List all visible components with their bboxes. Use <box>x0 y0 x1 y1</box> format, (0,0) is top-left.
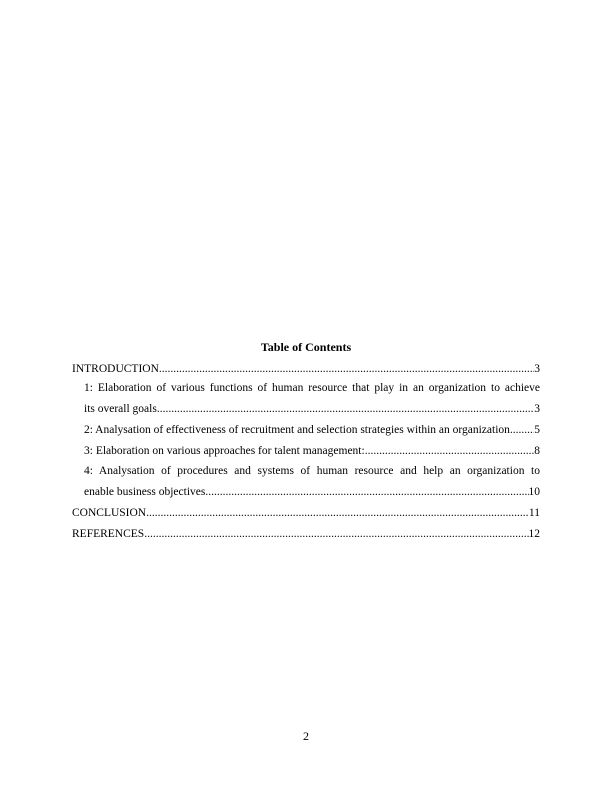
dot-leader <box>205 485 528 499</box>
toc-entry-conclusion[interactable] <box>72 506 540 520</box>
toc-entry-page: 12 <box>528 528 540 540</box>
toc-entry-page: 11 <box>528 507 540 519</box>
dot-leader <box>513 423 534 437</box>
toc-entry-page: 5 <box>534 424 540 436</box>
toc-entry-label: CONCLUSION <box>72 507 147 519</box>
dot-leader <box>157 402 534 416</box>
toc-entry-page: 3 <box>534 403 540 415</box>
toc-entry-label: 3: Elaboration on various approaches for talent management: <box>84 445 365 457</box>
page-number: 2 <box>303 729 309 743</box>
toc-entry-introduction[interactable] <box>72 362 540 376</box>
dot-leader <box>144 527 528 541</box>
toc-entry-page: 8 <box>534 445 540 457</box>
toc-entry-label: its overall goals <box>84 403 157 415</box>
toc-entry-1-line1[interactable]: 1: Elaboration of various functions of human resource that play in an organization to achieve <box>84 382 540 394</box>
toc-entry-references[interactable] <box>72 527 540 541</box>
toc-entry-3[interactable] <box>84 444 540 458</box>
toc-entry-label: enable business objectives <box>84 486 206 498</box>
toc-entry-page: 3 <box>534 363 540 375</box>
toc-entry-1[interactable] <box>84 402 540 416</box>
toc-entry-label: REFERENCES <box>72 528 145 540</box>
dot-leader <box>146 506 529 520</box>
toc-entry-4[interactable] <box>84 485 540 499</box>
toc-title: Table of Contents <box>260 340 352 354</box>
dot-leader <box>365 444 535 458</box>
toc-entry-page: 10 <box>528 486 540 498</box>
toc-entry-4-line1[interactable]: 4: Analysation of procedures and systems of human resource and help an organization to <box>84 465 540 477</box>
toc-entry-2[interactable] <box>84 423 540 437</box>
toc-entry-label: INTRODUCTION <box>72 363 159 375</box>
toc-entry-label: 2: Analysation of effectiveness of recruitment and selection strategies within an organization. <box>84 424 513 436</box>
dot-leader <box>159 362 534 376</box>
